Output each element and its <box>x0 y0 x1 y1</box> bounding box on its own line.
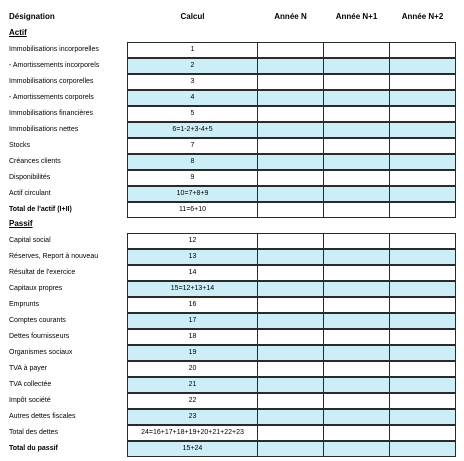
calc-cell: 21 <box>127 377 258 393</box>
row-label: TVA à payer <box>9 365 48 372</box>
annee-n2-cell[interactable] <box>389 329 456 345</box>
table-row <box>0 393 464 408</box>
table-row <box>0 265 464 280</box>
calc-cell: 15=12+13+14 <box>127 281 258 297</box>
row-label: Stocks <box>9 142 31 149</box>
calc-cell: 15+24 <box>127 441 258 457</box>
annee-n2-cell[interactable] <box>389 233 456 249</box>
annee-n-cell[interactable] <box>257 297 324 313</box>
row-label: Immobilisations corporelles <box>9 78 94 85</box>
annee-n2-cell[interactable] <box>389 170 456 186</box>
table-row <box>0 202 464 217</box>
header-annee-n: Année N <box>274 12 307 21</box>
row-label: TVA collectée <box>9 381 52 388</box>
table-row <box>0 74 464 89</box>
annee-n1-cell[interactable] <box>323 249 390 265</box>
table-row <box>0 186 464 201</box>
annee-n1-cell[interactable] <box>323 42 390 58</box>
calc-cell: 14 <box>127 265 258 281</box>
table-row <box>0 42 464 57</box>
row-label: Total des dettes <box>9 429 59 436</box>
annee-n1-cell[interactable] <box>323 297 390 313</box>
calc-cell: 23 <box>127 409 258 425</box>
annee-n2-cell[interactable] <box>389 377 456 393</box>
calc-cell: 13 <box>127 249 258 265</box>
row-label: Créances clients <box>9 158 61 165</box>
table-row <box>0 281 464 296</box>
annee-n-cell[interactable] <box>257 170 324 186</box>
calc-cell: 22 <box>127 393 258 409</box>
annee-n1-cell[interactable] <box>323 409 390 425</box>
annee-n1-cell[interactable] <box>323 233 390 249</box>
annee-n1-cell[interactable] <box>323 122 390 138</box>
annee-n1-cell[interactable] <box>323 377 390 393</box>
annee-n-cell[interactable] <box>257 361 324 377</box>
calc-cell: 9 <box>127 170 258 186</box>
annee-n1-cell[interactable] <box>323 425 390 441</box>
annee-n-cell[interactable] <box>257 233 324 249</box>
annee-n-cell[interactable] <box>257 281 324 297</box>
annee-n2-cell[interactable] <box>389 138 456 154</box>
annee-n-cell[interactable] <box>257 74 324 90</box>
annee-n2-cell[interactable] <box>389 90 456 106</box>
calc-cell: 20 <box>127 361 258 377</box>
row-label: Autres dettes fiscales <box>9 413 76 420</box>
calc-cell: 19 <box>127 345 258 361</box>
annee-n1-cell[interactable] <box>323 313 390 329</box>
annee-n2-cell[interactable] <box>389 313 456 329</box>
annee-n-cell[interactable] <box>257 202 324 218</box>
annee-n2-cell[interactable] <box>389 393 456 409</box>
calc-cell: 17 <box>127 313 258 329</box>
annee-n2-cell[interactable] <box>389 58 456 74</box>
annee-n-cell[interactable] <box>257 42 324 58</box>
calc-cell: 7 <box>127 138 258 154</box>
table-row <box>0 170 464 185</box>
table-row <box>0 361 464 376</box>
annee-n-cell[interactable] <box>257 345 324 361</box>
calc-cell: 8 <box>127 154 258 170</box>
table-row <box>0 249 464 264</box>
annee-n2-cell[interactable] <box>389 154 456 170</box>
calc-cell: 18 <box>127 329 258 345</box>
row-label: Emprunts <box>9 301 39 308</box>
section-title-passif: Passif <box>9 219 33 228</box>
header-annee-n1: Année N+1 <box>335 12 378 21</box>
annee-n-cell[interactable] <box>257 441 324 457</box>
table-row <box>0 106 464 121</box>
table-row <box>0 58 464 73</box>
annee-n-cell[interactable] <box>257 249 324 265</box>
annee-n2-cell[interactable] <box>389 74 456 90</box>
header-annee-n2: Année N+2 <box>401 12 444 21</box>
annee-n2-cell[interactable] <box>389 202 456 218</box>
annee-n1-cell[interactable] <box>323 441 390 457</box>
table-row <box>0 297 464 312</box>
annee-n2-cell[interactable] <box>389 42 456 58</box>
annee-n1-cell[interactable] <box>323 345 390 361</box>
annee-n-cell[interactable] <box>257 122 324 138</box>
table-row <box>0 441 464 456</box>
annee-n2-cell[interactable] <box>389 249 456 265</box>
table-row <box>0 329 464 344</box>
annee-n-cell[interactable] <box>257 58 324 74</box>
calc-cell: 24=16+17+18+19+20+21+22+23 <box>127 425 258 441</box>
annee-n2-cell[interactable] <box>389 361 456 377</box>
annee-n-cell[interactable] <box>257 265 324 281</box>
annee-n-cell[interactable] <box>257 154 324 170</box>
row-label: Actif circulant <box>9 190 51 197</box>
annee-n2-cell[interactable] <box>389 122 456 138</box>
annee-n1-cell[interactable] <box>323 106 390 122</box>
row-label: - Amortissements corporels <box>9 94 94 101</box>
table-row <box>0 425 464 440</box>
row-label: Disponibilités <box>9 174 51 181</box>
table-row <box>0 233 464 248</box>
header-calcul: Calcul <box>180 12 205 21</box>
row-label: - Amortissements incorporels <box>9 62 100 69</box>
annee-n-cell[interactable] <box>257 425 324 441</box>
annee-n2-cell[interactable] <box>389 345 456 361</box>
row-label: Total du passif <box>9 445 58 452</box>
section-title-actif: Actif <box>9 28 27 37</box>
row-label: Total de l'actif (I+II) <box>9 206 72 213</box>
calc-cell: 11=6+10 <box>127 202 258 218</box>
row-label: Immobilisations nettes <box>9 126 79 133</box>
row-label: Capitaux propres <box>9 285 63 292</box>
annee-n1-cell[interactable] <box>323 186 390 202</box>
annee-n1-cell[interactable] <box>323 74 390 90</box>
calc-cell: 5 <box>127 106 258 122</box>
annee-n-cell[interactable] <box>257 313 324 329</box>
table-row <box>0 138 464 153</box>
annee-n2-cell[interactable] <box>389 186 456 202</box>
annee-n1-cell[interactable] <box>323 154 390 170</box>
table-row <box>0 345 464 360</box>
calc-cell: 12 <box>127 233 258 249</box>
annee-n1-cell[interactable] <box>323 90 390 106</box>
row-label: Dettes fournisseurs <box>9 333 70 340</box>
annee-n-cell[interactable] <box>257 329 324 345</box>
row-label: Comptes courants <box>9 317 66 324</box>
annee-n1-cell[interactable] <box>323 265 390 281</box>
calc-cell: 16 <box>127 297 258 313</box>
table-row <box>0 409 464 424</box>
calc-cell: 2 <box>127 58 258 74</box>
annee-n-cell[interactable] <box>257 138 324 154</box>
annee-n-cell[interactable] <box>257 186 324 202</box>
annee-n1-cell[interactable] <box>323 361 390 377</box>
header-designation: Désignation <box>9 12 55 21</box>
calc-cell: 3 <box>127 74 258 90</box>
table-row <box>0 90 464 105</box>
annee-n2-cell[interactable] <box>389 297 456 313</box>
annee-n2-cell[interactable] <box>389 425 456 441</box>
annee-n2-cell[interactable] <box>389 409 456 425</box>
annee-n1-cell[interactable] <box>323 170 390 186</box>
annee-n-cell[interactable] <box>257 90 324 106</box>
row-label: Réserves, Report à nouveau <box>9 253 99 260</box>
table-row <box>0 154 464 169</box>
calc-cell: 10=7+8+9 <box>127 186 258 202</box>
annee-n1-cell[interactable] <box>323 138 390 154</box>
row-label: Capital social <box>9 237 51 244</box>
annee-n-cell[interactable] <box>257 409 324 425</box>
row-label: Résultat de l'exercice <box>9 269 76 276</box>
calc-cell: 1 <box>127 42 258 58</box>
table-row <box>0 122 464 137</box>
annee-n2-cell[interactable] <box>389 106 456 122</box>
annee-n1-cell[interactable] <box>323 281 390 297</box>
row-label: Immobilisations incorporelles <box>9 46 99 53</box>
annee-n2-cell[interactable] <box>389 265 456 281</box>
annee-n-cell[interactable] <box>257 106 324 122</box>
annee-n1-cell[interactable] <box>323 58 390 74</box>
annee-n-cell[interactable] <box>257 393 324 409</box>
annee-n2-cell[interactable] <box>389 441 456 457</box>
row-label: Impôt société <box>9 397 51 404</box>
row-label: Organismes sociaux <box>9 349 73 356</box>
row-label: Immobilisations financières <box>9 110 94 117</box>
annee-n-cell[interactable] <box>257 377 324 393</box>
annee-n1-cell[interactable] <box>323 329 390 345</box>
annee-n2-cell[interactable] <box>389 281 456 297</box>
calc-cell: 6=1-2+3-4+5 <box>127 122 258 138</box>
annee-n1-cell[interactable] <box>323 393 390 409</box>
annee-n1-cell[interactable] <box>323 202 390 218</box>
table-row <box>0 313 464 328</box>
calc-cell: 4 <box>127 90 258 106</box>
table-row <box>0 377 464 392</box>
